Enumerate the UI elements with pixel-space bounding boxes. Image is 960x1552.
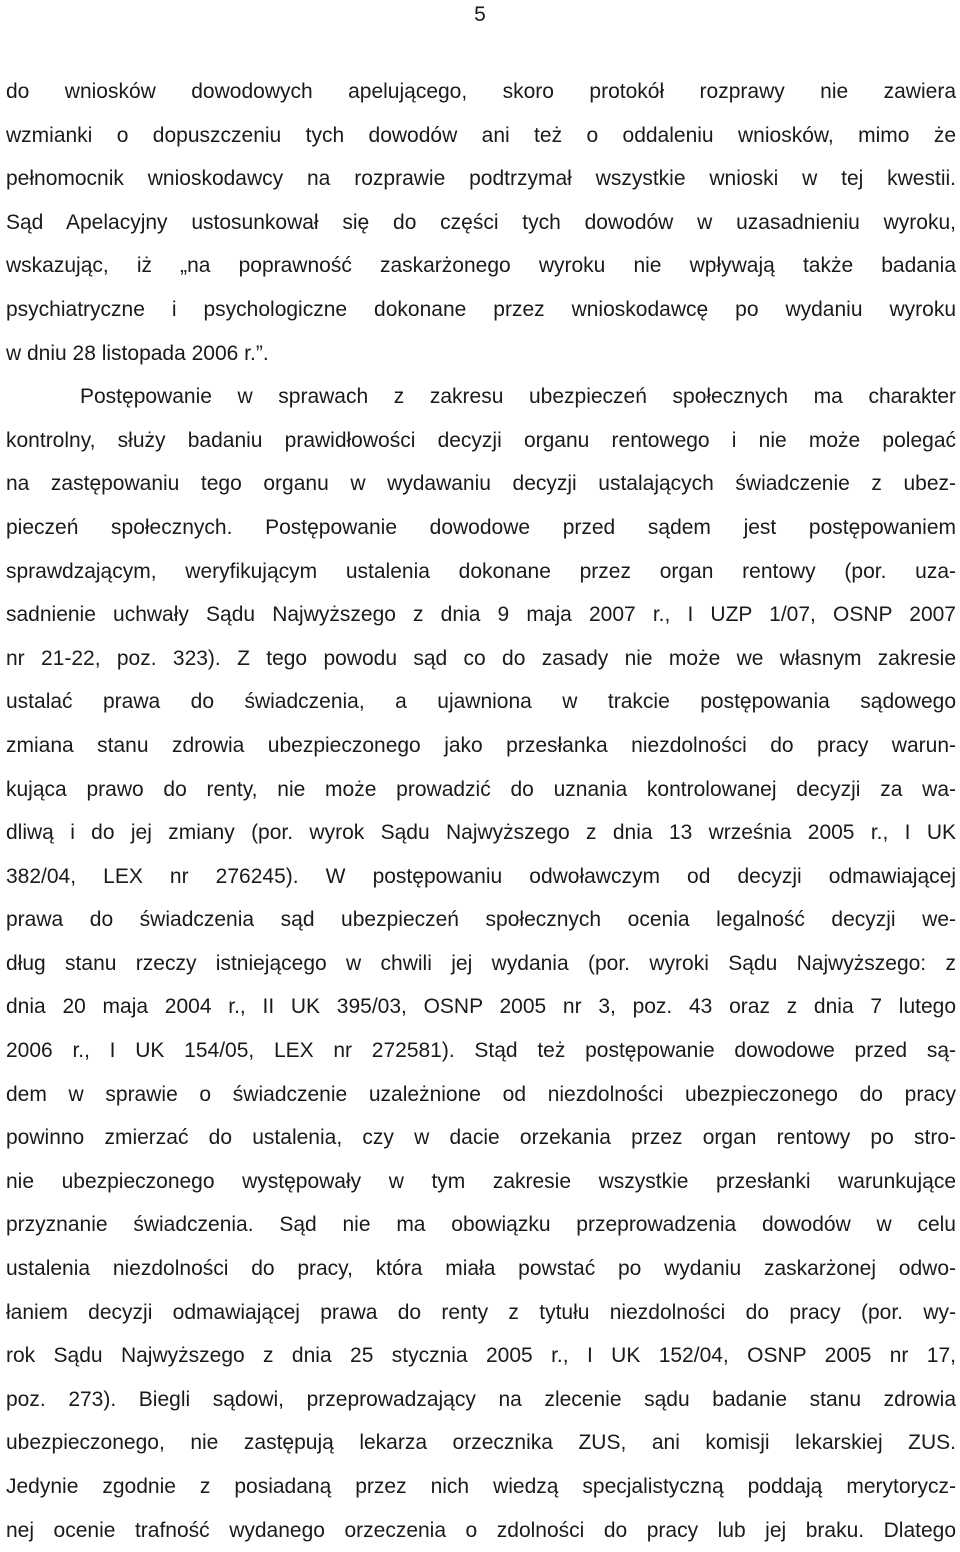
text-line: rok Sądu Najwyższego z dnia 25 stycznia 2005 r., I UK 152/04, OSNP 2005 nr 17, bbox=[6, 1344, 956, 1368]
text-line: poz. 273). Biegli sądowi, przeprowadzający na zlecenie sądu badanie stanu zdrowia bbox=[6, 1387, 956, 1411]
text-line: nej ocenie trafność wydanego orzeczenia o zdolności do pracy lub jej braku. Dlatego bbox=[6, 1518, 956, 1542]
text-line: psychiatryczne i psychologiczne dokonane przez wnioskodawcę po wydaniu wyroku bbox=[6, 297, 956, 321]
text-line: sprawdzającym, weryfikującym ustalenia dokonane przez organ rentowy (por. uza- bbox=[6, 559, 956, 583]
paragraph-first-line: Postępowanie w sprawach z zakresu ubezpieczeń społecznych ma charakter bbox=[80, 385, 956, 409]
document-body bbox=[6, 70, 956, 1552]
page-number: 5 bbox=[474, 3, 486, 26]
text-line: ustalenia niezdolności do pracy, która miała powstać po wydaniu zaskarżonej odwo- bbox=[6, 1257, 956, 1281]
text-line: prawa do świadczenia sąd ubezpieczeń społecznych ocenia legalność decyzji we- bbox=[6, 908, 956, 932]
text-line: Jedynie zgodnie z posiadaną przez nich wiedzą specjalistyczną poddają merytorycz- bbox=[6, 1475, 956, 1498]
text-line: powinno zmierzać do ustalenia, czy w dacie orzekania przez organ rentowy po stro- bbox=[6, 1126, 956, 1150]
text-line: dliwą i do jej zmiany (por. wyrok Sądu Najwyższego z dnia 13 września 2005 r., I UK bbox=[6, 821, 956, 845]
text-line: przyznanie świadczenia. Sąd nie ma obowiązku przeprowadzenia dowodów w celu bbox=[6, 1213, 956, 1237]
text-line: 382/04, LEX nr 276245). W postępowaniu odwoławczym od decyzji odmawiającej bbox=[6, 864, 956, 888]
text-line: sadnienie uchwały Sądu Najwyższego z dnia 9 maja 2007 r., I UZP 1/07, OSNP 2007 bbox=[6, 603, 956, 627]
text-line: Sąd Apelacyjny ustosunkował się do części tych dowodów w uzasadnieniu wyroku, bbox=[6, 210, 956, 234]
text-line: kontrolny, służy badaniu prawidłowości decyzji organu rentowego i nie może polegać bbox=[6, 428, 956, 452]
text-line: w dniu 28 listopada 2006 r.”. bbox=[6, 341, 269, 365]
text-line: dem w sprawie o świadczenie uzależnione od niezdolności ubezpieczonego do pracy bbox=[6, 1082, 956, 1106]
text-line: wzmianki o dopuszczeniu tych dowodów ani też o oddaleniu wniosków, mimo że bbox=[6, 123, 956, 147]
text-line: pełnomocnik wnioskodawcy na rozprawie podtrzymał wszystkie wnioski w tej kwestii. bbox=[6, 167, 956, 191]
text-line: kująca prawo do renty, nie może prowadzić do uznania kontrolowanej decyzji za wa- bbox=[6, 777, 956, 801]
text-line: łaniem decyzji odmawiającej prawa do renty z tytułu niezdolności do pracy (por. wy- bbox=[6, 1300, 956, 1324]
text-line: ustalać prawa do świadczenia, a ujawniona w trakcie postępowania sądowego bbox=[6, 690, 956, 714]
text-line: dnia 20 maja 2004 r., II UK 395/03, OSNP 2005 nr 3, poz. 43 oraz z dnia 7 lutego bbox=[6, 995, 956, 1019]
text-line: nie ubezpieczonego występowały w tym zakresie wszystkie przesłanki warunkujące bbox=[6, 1169, 956, 1193]
text-line: do wniosków dowodowych apelującego, skoro protokół rozprawy nie zawiera bbox=[6, 80, 956, 103]
text-line: pieczeń społecznych. Postępowanie dowodowe przed sądem jest postępowaniem bbox=[6, 515, 956, 539]
text-line: dług stanu rzeczy istniejącego w chwili jej wydania (por. wyroki Sądu Najwyższego: z bbox=[6, 951, 956, 975]
text-line: na zastępowaniu tego organu w wydawaniu decyzji ustalających świadczenie z ubez- bbox=[6, 472, 956, 496]
text-line: wskazując, iż „na poprawność zaskarżonego wyroku nie wpływają także badania bbox=[6, 254, 956, 278]
text-line: zmiana stanu zdrowia ubezpieczonego jako przesłanka niezdolności do pracy warun- bbox=[6, 733, 956, 757]
text-line: nr 21-22, poz. 323). Z tego powodu sąd co do zasady nie może we własnym zakresie bbox=[6, 646, 956, 670]
text-line: ubezpieczonego, nie zastępują lekarza orzecznika ZUS, ani komisji lekarskiej ZUS. bbox=[6, 1431, 956, 1455]
text-line: 2006 r., I UK 154/05, LEX nr 272581). Stąd też postępowanie dowodowe przed są- bbox=[6, 1039, 956, 1063]
